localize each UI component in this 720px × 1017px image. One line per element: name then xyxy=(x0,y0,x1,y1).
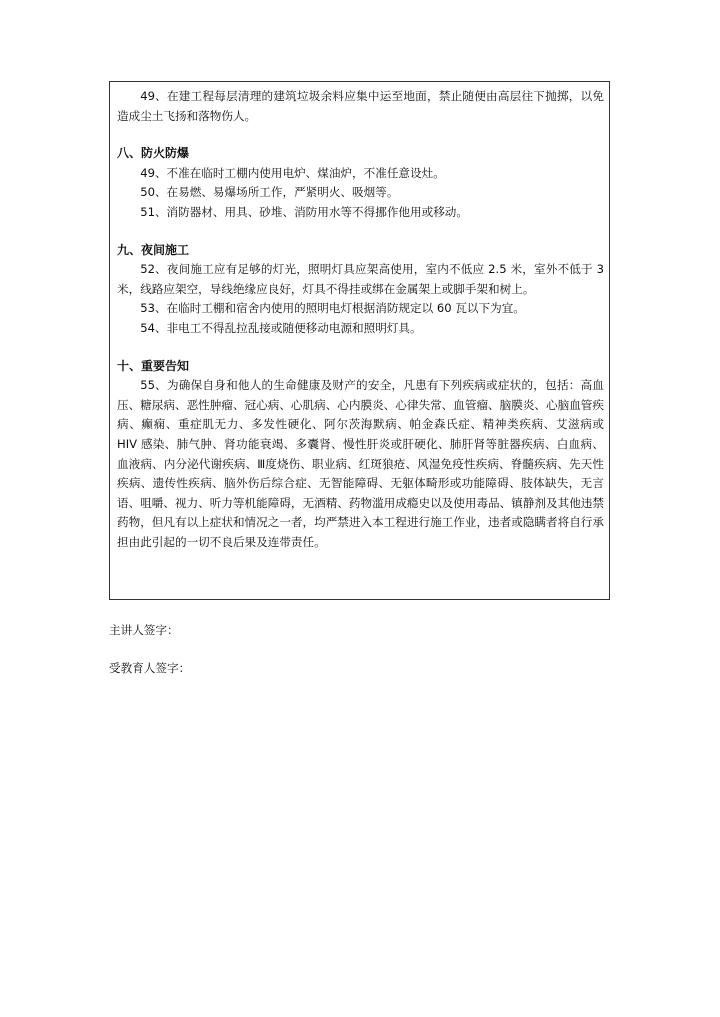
document-body xyxy=(117,87,604,552)
section-gap xyxy=(117,126,604,144)
section-heading-fire: 八、防火防爆 xyxy=(117,146,190,161)
lecturer-signature-label: 主讲人签字： xyxy=(109,623,179,637)
section-gap xyxy=(117,223,604,241)
paragraph-52: 52、夜间施工应有足够的灯光，照明灯具应架高使用，室内不低应 2.5 米，室外不低于 3 米，线路应架空，导线绝缘应良好，灯具不得挂或绑在金属架上或脚手架和树上。 xyxy=(117,262,604,296)
paragraph-55: 55、为确保自身和他人的生命健康及财产的安全，凡患有下列疾病或症状的，包括：高血压、糖尿病、恶性肿瘤、冠心病、心肌病、心内膜炎、心律失常、血管瘤、脑膜炎、心脑血管疾病、癫痫、重症肌无力、多发性硬化、阿尔茨海默病、帕金森氏症、精神类疾病、艾滋病或 HIV 感染、肺气肿、肾功能衰竭、多囊肾、慢性肝炎或肝硬化、肺肝肾等脏器疾病、白血病、血液病、内分泌代谢疾病、Ⅲ度烧伤、职业病、红斑狼疮、风湿免疫性疾病、脊髓疾病、先天性疾病、遗传性疾病、脑外伤后综合症、无智能障碍、无躯体畸形或功能障碍、肢体缺失，无言语、咀嚼、视力、听力等机能障碍，无酒精、药物滥用成瘾史以及使用毒品、镇静剂及其他违禁药物，但凡有以上症状和情况之一者，均严禁进入本工程进行施工作业，违者或隐瞒者将自行承担由此引起的一切不良后果及连带责任。 xyxy=(117,378,604,549)
paragraph-49-stove: 49、不准在临时工棚内使用电炉、煤油炉，不准任意设灶。 xyxy=(140,165,445,180)
trainee-signature-label: 受教育人签字： xyxy=(109,661,191,675)
paragraph-49-waste: 49、在建工程每层清理的建筑垃圾余料应集中运至地面，禁止随便由高层往下抛掷，以免造成尘土飞扬和落物伤人。 xyxy=(117,89,604,123)
section-heading-night: 九、夜间施工 xyxy=(117,242,190,257)
paragraph-53: 53、在临时工棚和宿舍内使用的照明电灯根据消防规定以 60 瓦以下为宜。 xyxy=(140,301,525,316)
section-heading-notice: 十、重要告知 xyxy=(117,358,190,373)
section-gap xyxy=(117,339,604,357)
paragraph-54: 54、非电工不得乱拉乱接或随便移动电源和照明灯具。 xyxy=(140,320,422,335)
paragraph-51: 51、消防器材、用具、砂堆、消防用水等不得挪作他用或移动。 xyxy=(140,204,468,219)
paragraph-50: 50、在易燃、易爆场所工作，严紧明火、吸烟等。 xyxy=(140,185,399,200)
